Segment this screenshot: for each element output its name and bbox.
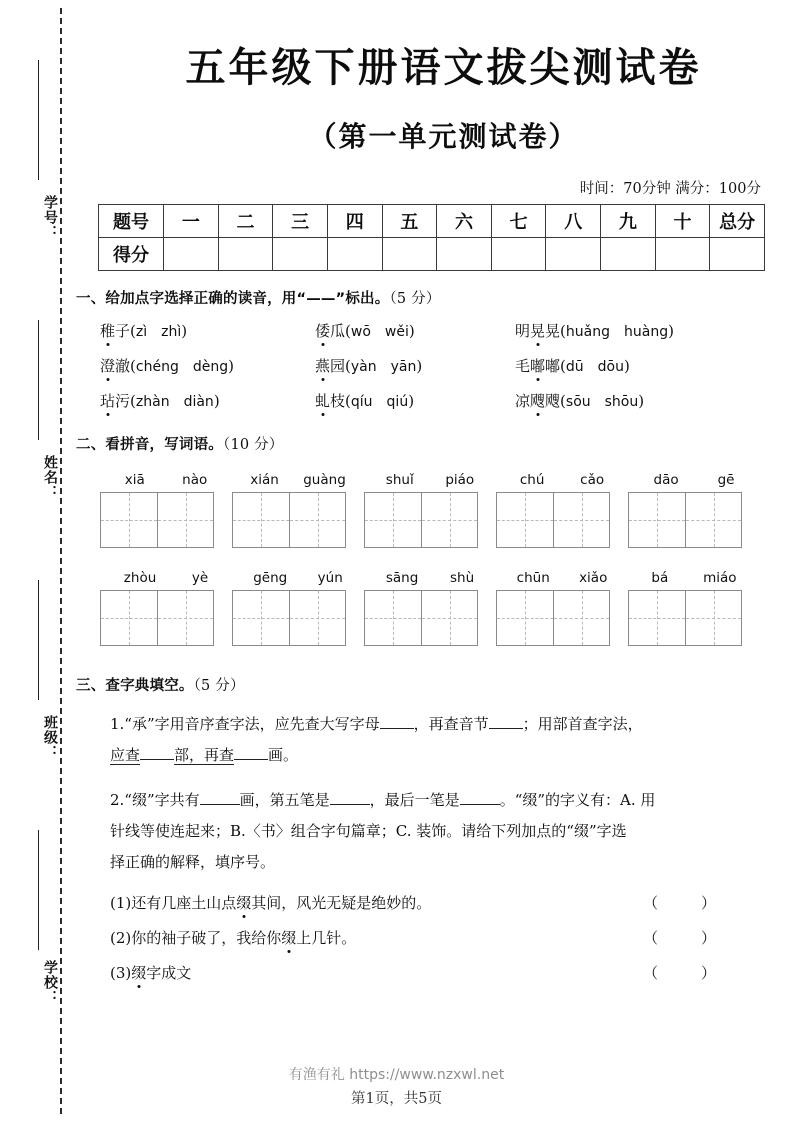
q2-w6-boxes[interactable] xyxy=(100,590,214,646)
score-cell-6[interactable] xyxy=(437,238,492,271)
q2-w10-boxes[interactable] xyxy=(628,590,742,646)
table-row-scores xyxy=(99,238,765,271)
seal-margin xyxy=(0,0,70,1122)
q2-w9-cell-1[interactable] xyxy=(497,591,553,645)
score-cell-8[interactable] xyxy=(546,238,601,271)
q2-w1-boxes[interactable] xyxy=(100,492,214,548)
q1-item-7-dotchar: 玷 xyxy=(100,392,116,410)
section-2-title: 二、看拼音，写词语。 xyxy=(76,437,223,453)
col-9: 九 xyxy=(601,205,656,238)
row-label-score: 得分 xyxy=(99,238,164,271)
q2-word-2 xyxy=(232,472,364,548)
q3-sub-3-dotchar: 缀 xyxy=(131,964,147,982)
q3-q2-line-2: 针线等使连起来；B.〈书〉组合字句篇章；C. 装饰。请给下列加点的“缀”字选 xyxy=(110,822,627,840)
q2-word-10 xyxy=(628,570,760,646)
col-total: 总分 xyxy=(710,205,765,238)
q3-sub-3-answer[interactable]: （ ） xyxy=(642,964,730,982)
section-heading-3 xyxy=(76,674,793,695)
exam-meta: 时间：70分钟 满分：100分 xyxy=(579,181,761,197)
score-cell-4[interactable] xyxy=(327,238,382,271)
score-table-wrapper xyxy=(98,204,765,271)
q1-item-4-rest: 澈 xyxy=(115,357,131,375)
q3-q1-blank-3[interactable] xyxy=(140,759,174,760)
score-cell-9[interactable] xyxy=(601,238,656,271)
field-student-id: 学号： xyxy=(42,195,58,240)
q1-row-2 xyxy=(100,355,750,376)
field-school: 学校： xyxy=(42,960,58,1005)
q1-item-1-pinyin-a[interactable]: zì xyxy=(135,324,148,340)
score-cell-3[interactable] xyxy=(273,238,328,271)
q3-question-1 xyxy=(110,709,730,771)
q2-w5-cell-1[interactable] xyxy=(629,493,685,547)
q3-sub-1-dotchar: 缀 xyxy=(236,894,252,912)
q2-row-1 xyxy=(100,472,760,548)
q1-item-9-prefix: 凉 xyxy=(515,392,531,410)
q1-item-3-suffix: 晃 xyxy=(545,322,561,340)
q3-sub-item-2 xyxy=(110,927,730,948)
q1-item-3-pinyin-b[interactable]: huàng xyxy=(624,324,669,340)
q3-q2-text-d: 。“缀”的字义有：A. 用 xyxy=(499,791,656,809)
q3-sub-2-pre: (2)你的袖子破了，我给你 xyxy=(110,929,282,947)
q1-item-3-prefix: 明 xyxy=(515,322,531,340)
q2-w2-syl2: guàng xyxy=(303,472,346,488)
q3-q2-line-3: 择正确的解释，填序号。 xyxy=(110,853,276,871)
q2-w7-syl1: gēng xyxy=(253,570,288,586)
q2-w10-syl2: miáo xyxy=(703,570,737,586)
seal-dashed-line xyxy=(60,8,62,1114)
q1-item-9[interactable]: 凉飕飕(sōu shōu) xyxy=(515,392,645,410)
score-cell-7[interactable] xyxy=(491,238,546,271)
q1-row-3 xyxy=(100,390,750,411)
score-cell-5[interactable] xyxy=(382,238,437,271)
q2-word-4 xyxy=(496,472,628,548)
col-5: 五 xyxy=(382,205,437,238)
q1-item-4-pinyin-a[interactable]: chéng xyxy=(135,359,179,375)
q1-item-9-pinyin-b[interactable]: shōu xyxy=(604,394,639,410)
q3-sub-1-pre: (1)还有几座土山点 xyxy=(110,894,237,912)
field-class: 班级： xyxy=(42,715,58,760)
q2-w3-syl2: piáo xyxy=(445,472,475,488)
q2-w8-syl1: sāng xyxy=(385,570,419,586)
q2-w2-syl1: xián xyxy=(250,472,279,488)
q2-w3-cell-1[interactable] xyxy=(365,493,421,547)
q3-q1-blank-1[interactable] xyxy=(380,728,414,729)
q2-w8-cell-2[interactable] xyxy=(421,591,477,645)
q2-w7-boxes[interactable] xyxy=(232,590,346,646)
q3-q2-blank-3[interactable] xyxy=(460,804,500,805)
row-label-question-no: 题号 xyxy=(99,205,164,238)
section-3-points: （5 分） xyxy=(193,678,245,694)
q1-item-2[interactable]: 倭瓜(wō wěi) xyxy=(315,322,415,340)
q3-q2-blank-2[interactable] xyxy=(330,804,370,805)
q3-sub-2-text xyxy=(110,927,356,948)
q2-w8-syl2: shù xyxy=(449,570,475,586)
q3-q2-text-a: 2.“缀”字共有 xyxy=(110,791,200,809)
q1-item-2-pinyin-b[interactable]: wěi xyxy=(384,324,409,340)
q3-sub-1-answer[interactable]: （ ） xyxy=(642,894,730,912)
col-7: 七 xyxy=(491,205,546,238)
score-table xyxy=(98,204,765,271)
q2-w9-boxes[interactable] xyxy=(496,590,610,646)
q1-item-1-dotchar: 稚 xyxy=(100,322,116,340)
q2-word-9 xyxy=(496,570,628,646)
q2-word-8 xyxy=(364,570,496,646)
watermark-text: 有渔有礼 https://www.nzxwl.net xyxy=(288,1067,505,1083)
q1-item-5-pinyin-a[interactable]: yàn xyxy=(350,359,377,375)
q1-item-1-pinyin-b[interactable]: zhì xyxy=(161,324,182,340)
col-10: 十 xyxy=(655,205,710,238)
q3-q1-blank-2[interactable] xyxy=(489,728,523,729)
seal-rule-1 xyxy=(38,60,39,180)
q1-item-8-pinyin-a[interactable]: qíu xyxy=(350,394,373,410)
q1-item-6-dotchar: 嘟 xyxy=(530,357,546,375)
q1-item-5-dotchar: 燕 xyxy=(315,357,331,375)
q3-q2-text-b: 画，第五笔是 xyxy=(239,791,330,809)
q2-w2-cell-1[interactable] xyxy=(233,493,289,547)
q1-item-5-pinyin-b[interactable]: yān xyxy=(390,359,417,375)
q1-item-6-suffix: 嘟 xyxy=(545,357,561,375)
q2-w9-cell-2[interactable] xyxy=(553,591,609,645)
q1-item-3-pinyin-a[interactable]: huǎng xyxy=(565,324,610,340)
q3-sub-item-1 xyxy=(110,892,730,913)
q1-item-2-rest: 瓜 xyxy=(330,322,346,340)
seal-rule-4 xyxy=(38,830,39,950)
seal-rule-3 xyxy=(38,580,39,700)
q2-w4-cell-1[interactable] xyxy=(497,493,553,547)
col-2: 二 xyxy=(218,205,273,238)
q1-item-6-pinyin-a[interactable]: dū xyxy=(565,359,584,375)
section-1-points: （5 分） xyxy=(389,291,441,307)
q1-item-4-dotchar: 澄 xyxy=(100,357,116,375)
section-3-title: 三、查字典填空。 xyxy=(76,678,194,694)
q2-w2-boxes[interactable] xyxy=(232,492,346,548)
score-cell-2[interactable] xyxy=(218,238,273,271)
q1-item-8-pinyin-b[interactable]: qiú xyxy=(386,394,409,410)
q2-w6-cell-2[interactable] xyxy=(157,591,213,645)
q1-item-8-rest: 枝 xyxy=(330,392,346,410)
q2-w3-cell-2[interactable] xyxy=(421,493,477,547)
q1-item-6-pinyin-b[interactable]: dōu xyxy=(597,359,624,375)
q3-sub-2-post: 上几针。 xyxy=(296,929,357,947)
score-cell-10[interactable] xyxy=(655,238,710,271)
seal-rule-2 xyxy=(38,320,39,440)
q2-w1-syl1: xiā xyxy=(124,472,145,488)
q3-q1-text-b: ，再查音节 xyxy=(413,715,489,733)
q1-item-1-rest: 子 xyxy=(115,322,131,340)
q1-item-5[interactable]: 燕园(yàn yān) xyxy=(315,357,423,375)
q2-w4-syl1: chú xyxy=(519,472,545,488)
q1-item-5-rest: 园 xyxy=(330,357,346,375)
q2-w5-syl1: dāo xyxy=(653,472,679,488)
q1-item-9-suffix: 飕 xyxy=(545,392,561,410)
q3-sub-3-text xyxy=(110,962,191,983)
col-6: 六 xyxy=(437,205,492,238)
q1-item-7-pinyin-a[interactable]: zhàn xyxy=(135,394,170,410)
q2-w5-boxes[interactable] xyxy=(628,492,742,548)
q2-w6-syl2: yè xyxy=(191,570,209,586)
score-cell-1[interactable] xyxy=(164,238,219,271)
q2-w8-cell-1[interactable] xyxy=(365,591,421,645)
q2-w8-boxes[interactable] xyxy=(364,590,478,646)
q2-w9-syl2: xiǎo xyxy=(579,570,608,586)
col-8: 八 xyxy=(546,205,601,238)
q1-item-9-pinyin-a[interactable]: sōu xyxy=(565,394,591,410)
q2-w7-cell-1[interactable] xyxy=(233,591,289,645)
q1-item-6-prefix: 毛 xyxy=(515,357,531,375)
q1-item-2-pinyin-a[interactable]: wō xyxy=(350,324,371,340)
q2-w3-boxes[interactable] xyxy=(364,492,478,548)
q2-word-7 xyxy=(232,570,364,646)
q1-item-3[interactable]: 明晃晃(huǎng huàng) xyxy=(515,322,674,340)
q2-word-5 xyxy=(628,472,760,548)
q1-item-1[interactable]: 稚子(zì zhì) xyxy=(100,322,188,340)
q2-w1-cell-1[interactable] xyxy=(101,493,157,547)
q1-item-4-pinyin-b[interactable]: dèng xyxy=(192,359,229,375)
section-1-items xyxy=(100,320,750,411)
exam-sheet xyxy=(70,0,793,1122)
field-name: 姓名： xyxy=(42,455,58,500)
q3-q1-text-c: ；用部首查字法， xyxy=(522,715,643,733)
q2-row-2 xyxy=(100,570,760,646)
section-2-points: （10 分） xyxy=(223,437,284,453)
q2-w7-syl2: yún xyxy=(317,570,343,586)
q1-item-3-dotchar: 晃 xyxy=(530,322,546,340)
q1-item-8[interactable]: 虬枝(qíu qiú) xyxy=(315,392,415,410)
q2-w6-cell-1[interactable] xyxy=(101,591,157,645)
q1-item-2-dotchar: 倭 xyxy=(315,322,331,340)
q2-w10-cell-2[interactable] xyxy=(685,591,741,645)
q2-word-6 xyxy=(100,570,232,646)
q2-word-3 xyxy=(364,472,496,548)
q3-sub-1-post: 其间，风光无疑是绝妙的。 xyxy=(251,894,432,912)
q3-q1-text-e: 部，再查 xyxy=(174,746,235,764)
q3-q1-text-f: 画。 xyxy=(268,746,299,764)
col-1: 一 xyxy=(164,205,219,238)
col-4: 四 xyxy=(327,205,382,238)
q3-question-2 xyxy=(110,785,730,878)
q3-sub-2-dotchar: 缀 xyxy=(281,929,297,947)
q3-q2-text-c: ，最后一笔是 xyxy=(369,791,460,809)
col-3: 三 xyxy=(273,205,328,238)
q2-w9-syl1: chūn xyxy=(516,570,550,586)
q2-w6-syl1: zhòu xyxy=(123,570,157,586)
q2-w3-syl1: shuǐ xyxy=(385,472,414,488)
q2-w5-cell-2[interactable] xyxy=(685,493,741,547)
q3-q1-blank-4[interactable] xyxy=(234,759,268,760)
q2-w1-cell-2[interactable] xyxy=(157,493,213,547)
section-1-title: 一、给加点字选择正确的读音，用“——”标出。 xyxy=(76,291,390,307)
q1-item-7-pinyin-b[interactable]: diàn xyxy=(183,394,214,410)
page-number: 第1页，共5页 xyxy=(351,1091,442,1107)
q2-w5-syl2: gē xyxy=(717,472,735,488)
q1-item-8-dotchar: 虬 xyxy=(315,392,331,410)
q1-item-7[interactable]: 玷污(zhàn diàn) xyxy=(100,392,220,410)
q2-word-1 xyxy=(100,472,232,548)
q3-sub-3-pre: (3) xyxy=(110,964,132,982)
score-cell-total[interactable] xyxy=(710,238,765,271)
q3-q1-text-d: 应查 xyxy=(110,746,141,764)
table-row-header xyxy=(99,205,765,238)
q2-w10-syl1: bá xyxy=(651,570,669,586)
q1-row-1 xyxy=(100,320,750,341)
page-subtitle: （第一单元测试卷） xyxy=(308,120,579,153)
q3-sub-2-answer[interactable]: （ ） xyxy=(642,929,730,947)
q2-w7-cell-2[interactable] xyxy=(289,591,345,645)
q3-sub-3-post: 字成文 xyxy=(146,964,192,982)
q2-w4-boxes[interactable] xyxy=(496,492,610,548)
section-heading-2 xyxy=(76,433,793,454)
q2-w4-cell-2[interactable] xyxy=(553,493,609,547)
q3-q1-text-a: 1.“承”字用音序查字法，应先查大写字母 xyxy=(110,715,380,733)
page-footer xyxy=(0,1064,793,1108)
q2-w1-syl2: nào xyxy=(182,472,208,488)
q2-w4-syl2: cǎo xyxy=(580,472,605,488)
q2-w2-cell-2[interactable] xyxy=(289,493,345,547)
page-title: 五年级下册语文拔尖测试卷 xyxy=(185,44,702,91)
q3-sub-1-text xyxy=(110,892,431,913)
q1-item-4[interactable]: 澄澈(chéng dèng) xyxy=(100,357,234,375)
section-heading-1 xyxy=(76,287,793,308)
q3-sub-item-3 xyxy=(110,962,730,983)
q2-w10-cell-1[interactable] xyxy=(629,591,685,645)
q1-item-9-dotchar: 飕 xyxy=(530,392,546,410)
q3-q2-blank-1[interactable] xyxy=(200,804,240,805)
q1-item-7-rest: 污 xyxy=(115,392,131,410)
q1-item-6[interactable]: 毛嘟嘟(dū dōu) xyxy=(515,357,630,375)
